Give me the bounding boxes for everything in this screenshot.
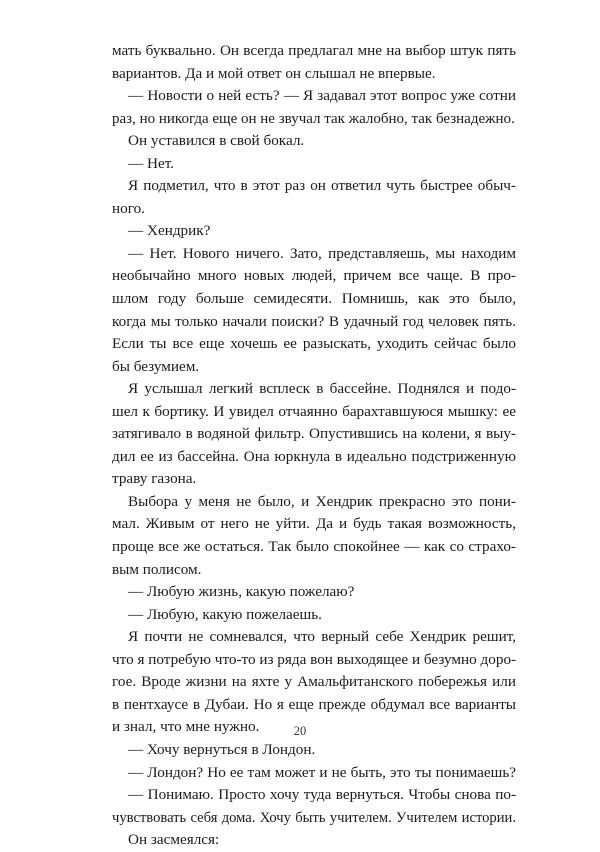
text-line: проще все же остаться. Так было спокойнее — как со страхо- xyxy=(112,538,516,556)
text-line: и знал, что мне нужно. xyxy=(112,718,260,736)
text-line: бы безумием. xyxy=(112,357,200,375)
text-line: Я подметил, что в этот раз он ответил чуть быстрее обыч- xyxy=(128,177,516,195)
text-line: шлом году больше семидесяти. Помнишь, как это было, xyxy=(112,290,516,308)
text-line: шел к бортику. И увидел отчаянно барахтавшуюся мышку: ее xyxy=(112,402,516,420)
text-line: Если ты все еще хочешь ее разыскать, уходить сейчас было xyxy=(112,335,516,353)
text-line: дил ее из бассейна. Она юркнула в идеально подстриженную xyxy=(112,447,516,465)
text-line: Он засмеялся: xyxy=(128,831,220,849)
text-line: — Новости о ней есть? — Я задавал этот вопрос уже сотни xyxy=(128,87,516,105)
text-line: — Лондон? Но ее там может и не быть, это ты понимаешь? xyxy=(128,763,516,781)
text-line: — Понимаю. Просто хочу туда вернуться. Чтобы снова по- xyxy=(128,786,516,804)
text-line: необычайно много новых людей, причем все чаще. В про- xyxy=(112,267,516,285)
text-line: мать буквально. Он всегда предлагал мне на выбор штук пять xyxy=(112,42,516,59)
text-line: вариантов. Да и мой ответ он слышал не впервые. xyxy=(112,64,436,82)
text-line: траву газона. xyxy=(112,470,197,488)
text-line: гое. Вроде жизни на яхте у Амальфитанского побережья или xyxy=(112,673,516,691)
text-line: — Нет. Нового ничего. Зато, представляешь, мы находим xyxy=(128,244,516,262)
text-line: затягивало в водяной фильтр. Опустившись на колени, я выу- xyxy=(112,425,516,443)
text-line: Он уставился в свой бокал. xyxy=(128,132,305,150)
text-line: ного. xyxy=(112,199,145,217)
text-line: когда мы только начали поиски? В удачный год человек пять. xyxy=(112,312,516,330)
text-line: в пентхаусе в Дубаи. Но я еще прежде обдумал все варианты xyxy=(112,695,516,713)
text-line: Я почти не сомневался, что верный себе Хендрик решит, xyxy=(128,628,516,646)
text-line: — Хочу вернуться в Лондон. xyxy=(128,740,316,758)
text-line: раз, но никогда еще он не звучал так жалобно, так безнадежно. xyxy=(112,110,515,127)
text-line: мал. Живым от него не уйти. Да и будь такая возможность, xyxy=(112,515,516,533)
page-number: 20 xyxy=(293,724,307,738)
text-line: вым полисом. xyxy=(112,560,202,578)
text-line: — Любую, какую пожелаешь. xyxy=(128,605,322,623)
text-line: — Нет. xyxy=(128,154,174,172)
text-line: Я услышал легкий всплеск в бассейне. Поднялся и подо- xyxy=(128,380,516,398)
text-line: чувствовать себя дома. Хочу быть учителем. Учителем истории. xyxy=(112,809,516,826)
text-line: что я потребую что-то из ряда вон выходящее и безумно доро- xyxy=(112,650,517,668)
text-line: — Хендрик? xyxy=(128,222,211,240)
text-line: — Любую жизнь, какую пожелаю? xyxy=(128,583,355,601)
text-line: Выбора у меня не было, и Хендрик прекрасно это пони- xyxy=(128,492,516,510)
